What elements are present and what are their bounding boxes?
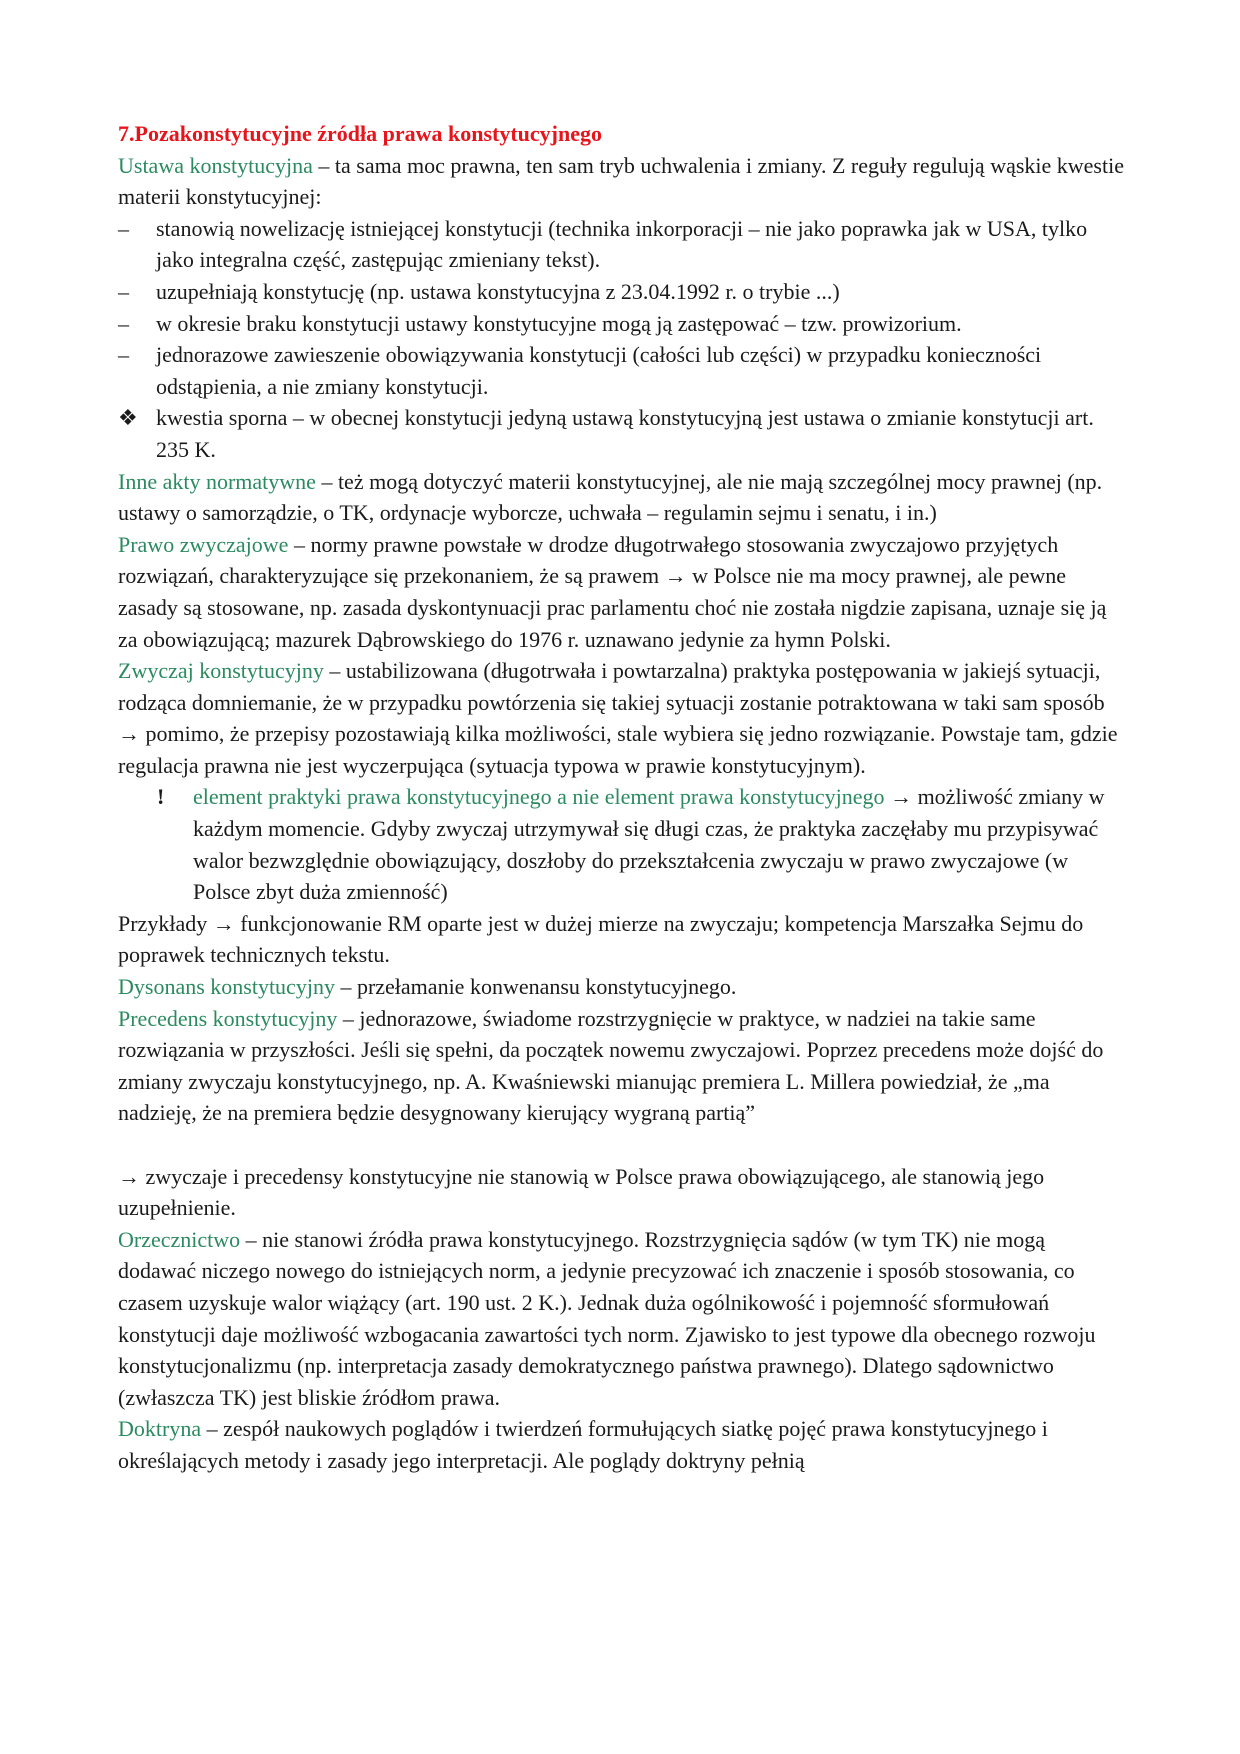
paragraph-dysonans (118, 971, 1128, 1003)
paragraph-precedens (118, 1003, 1128, 1129)
paragraph-doktryna (118, 1413, 1128, 1476)
exclamation-bullet-icon: ! (157, 784, 165, 810)
list-item (118, 308, 1128, 340)
list-item-text: w okresie braku konstytucji ustawy konstytucyjne mogą ją zastępować – tzw. prowizorium. (156, 310, 962, 336)
text-precedens: – jednorazowe, świadome rozstrzygnięcie w praktyce, w nadziei na takie same rozwiązania w przyszłości. Jeśli się spełni, da początek nowemu zwyczajowi. Poprzez precedens może dojść do zmiany zwyczaju konstytucyjnego, np. A. Kwaśniewski mianując premiera L. Millera powiedział, że „ma nadzieję, że na premiera będzie desygnowany kierujący wygraną partią” (118, 1005, 1104, 1126)
paragraph-prawo-zwyczajowe (118, 529, 1128, 655)
term-orzecznictwo: Orzecznictwo (118, 1226, 241, 1252)
term-prawo-zwyczajowe: Prawo zwyczajowe (118, 531, 289, 557)
section-title: 7.Pozakonstytucyjne źródła prawa konstytucyjnego (118, 121, 602, 146)
blank-line (118, 1129, 1128, 1161)
paragraph-orzecznictwo (118, 1224, 1128, 1414)
paragraph-zwyczaj-konstytucyjny (118, 655, 1128, 781)
term-dysonans: Dysonans konstytucyjny (118, 974, 335, 1000)
dash-marker: – (118, 342, 129, 368)
text-doktryna: – zespół naukowych poglądów i twierdzeń formułujących siatkę pojęć prawa konstytucyjnego i określających metody i zasady jego interpretacji. Ale poglądy doktryny pełnią (118, 1416, 1048, 1473)
document-page (118, 118, 1128, 1477)
term-precedens: Precedens konstytucyjny (118, 1005, 338, 1031)
list-item (118, 339, 1128, 402)
dash-marker: – (118, 215, 129, 241)
paragraph-przyklady: Przykłady → funkcjonowanie RM oparte jest w dużej mierze na zwyczaju; kompetencja Marszałka Sejmu do poprawek technicznych tekstu. (118, 910, 1084, 968)
text-dysonans: – przełamanie konwenansu konstytucyjnego. (334, 974, 737, 1000)
diamond-item-text: kwestia sporna – w obecnej konstytucji jedyną ustawą konstytucyjną jest ustawa o zmianie konstytucji art. 235 K. (156, 405, 1094, 462)
text-element-praktyki: → możliwość zmiany w każdym momencie. Gdyby zwyczaj utrzymywał się długi czas, że praktyka zaczęłaby mu przypisywać walor bezwzględnie obowiązujący, doszłoby do przekształcenia zwyczaju w prawo zwyczajowe (w Polsce zbyt duża zmienność) (193, 784, 1105, 905)
term-element-praktyki: element praktyki prawa konstytucyjnego a nie element prawa konstytucyjnego (193, 784, 885, 810)
list-item (118, 213, 1128, 276)
text-orzecznictwo: – nie stanowi źródła prawa konstytucyjnego. Rozstrzygnięcia sądów (w tym TK) nie mogą dodawać niczego nowego do istniejących norm, a jedynie precyzować ich znaczenie i sposób stosowania, co czasem uzyskuje walor wiążący (art. 190 ust. 2 K.). Jednak duża ogólnikowość i pojemność sformułowań konstytucji daje możliwość wzbogacania zawartości tych norm. Zjawisko to jest typowe dla obecnego rozwoju konstytucjonalizmu (np. interpretacja zasady demokratycznego państwa prawnego). Dlatego sądownictwo (zwłaszcza TK) jest bliskie źródłom prawa. (118, 1226, 1096, 1410)
exclamation-list-item (118, 781, 1128, 907)
diamond-list-item (118, 402, 1128, 465)
text-ustawa-konstytucyjna: – ta sama moc prawna, ten sam tryb uchwalenia i zmiany. Z reguły regulują wąskie kwestie materii konstytucyjnej: (118, 152, 1124, 210)
term-doktryna: Doktryna (118, 1416, 202, 1442)
text-inne-akty: – też mogą dotyczyć materii konstytucyjnej, ale nie mają szczególnej mocy prawnej (np. ustawy o samorządzie, o TK, ordynacje wyborcze, uchwała – regulamin sejmu i senatu, i in.) (118, 468, 1103, 526)
diamond-bullet-icon: ❖ (118, 405, 138, 431)
list-item (118, 276, 1128, 308)
list-item-text: stanowią nowelizację istniejącej konstytucji (technika inkorporacji – nie jako poprawka jak w USA, tylko jako integralna część, zastępując zmieniany tekst). (156, 215, 1088, 273)
term-inne-akty: Inne akty normatywne (118, 468, 316, 494)
list-item-text: uzupełniają konstytucję (np. ustawa konstytucyjna z 23.04.1992 r. o trybie ...) (156, 278, 840, 304)
term-zwyczaj-konstytucyjny: Zwyczaj konstytucyjny (118, 658, 324, 684)
term-ustawa-konstytucyjna: Ustawa konstytucyjna (118, 152, 313, 178)
paragraph-ustawa-konstytucyjna (118, 150, 1128, 213)
dash-list (118, 213, 1128, 403)
paragraph-inne-akty (118, 466, 1128, 529)
dash-marker: – (118, 278, 129, 304)
text-prawo-zwyczajowe: – normy prawne powstałe w drodze długotrwałego stosowania zwyczajowo przyjętych rozwiązań, charakteryzujące się przekonaniem, że są prawem → w Polsce nie ma mocy prawnej, ale pewne zasady są stosowane, np. zasada dyskontynuacji prac parlamentu choć nie została nigdzie zapisana, uznaje się ją za obowiązującą; mazurek Dąbrowskiego do 1976 r. uznawano jedynie za hymn Polski. (118, 531, 1107, 652)
text-zwyczaj-konstytucyjny: – ustabilizowana (długotrwała i powtarzalna) praktyka postępowania w jakiejś sytuacji, rodząca domniemanie, że w przypadku powtórzenia się takiej sytuacji zostanie potraktowana w taki sam sposób → pomimo, że przepisy pozostawiają kilka możliwości, stale wybiera się jedno rozwiązanie. Powstaje tam, gdzie regulacja prawna nie jest wyczerpująca (sytuacja typowa w prawie konstytucyjnym). (118, 658, 1118, 778)
dash-marker: – (118, 310, 129, 336)
list-item-text: jednorazowe zawieszenie obowiązywania konstytucji (całości lub części) w przypadku konieczności odstąpienia, a nie zmiany konstytucji. (156, 342, 1042, 399)
paragraph-arrow-note: → zwyczaje i precedensy konstytucyjne nie stanowią w Polsce prawa obowiązującego, ale stanowią jego uzupełnienie. (118, 1163, 1045, 1221)
